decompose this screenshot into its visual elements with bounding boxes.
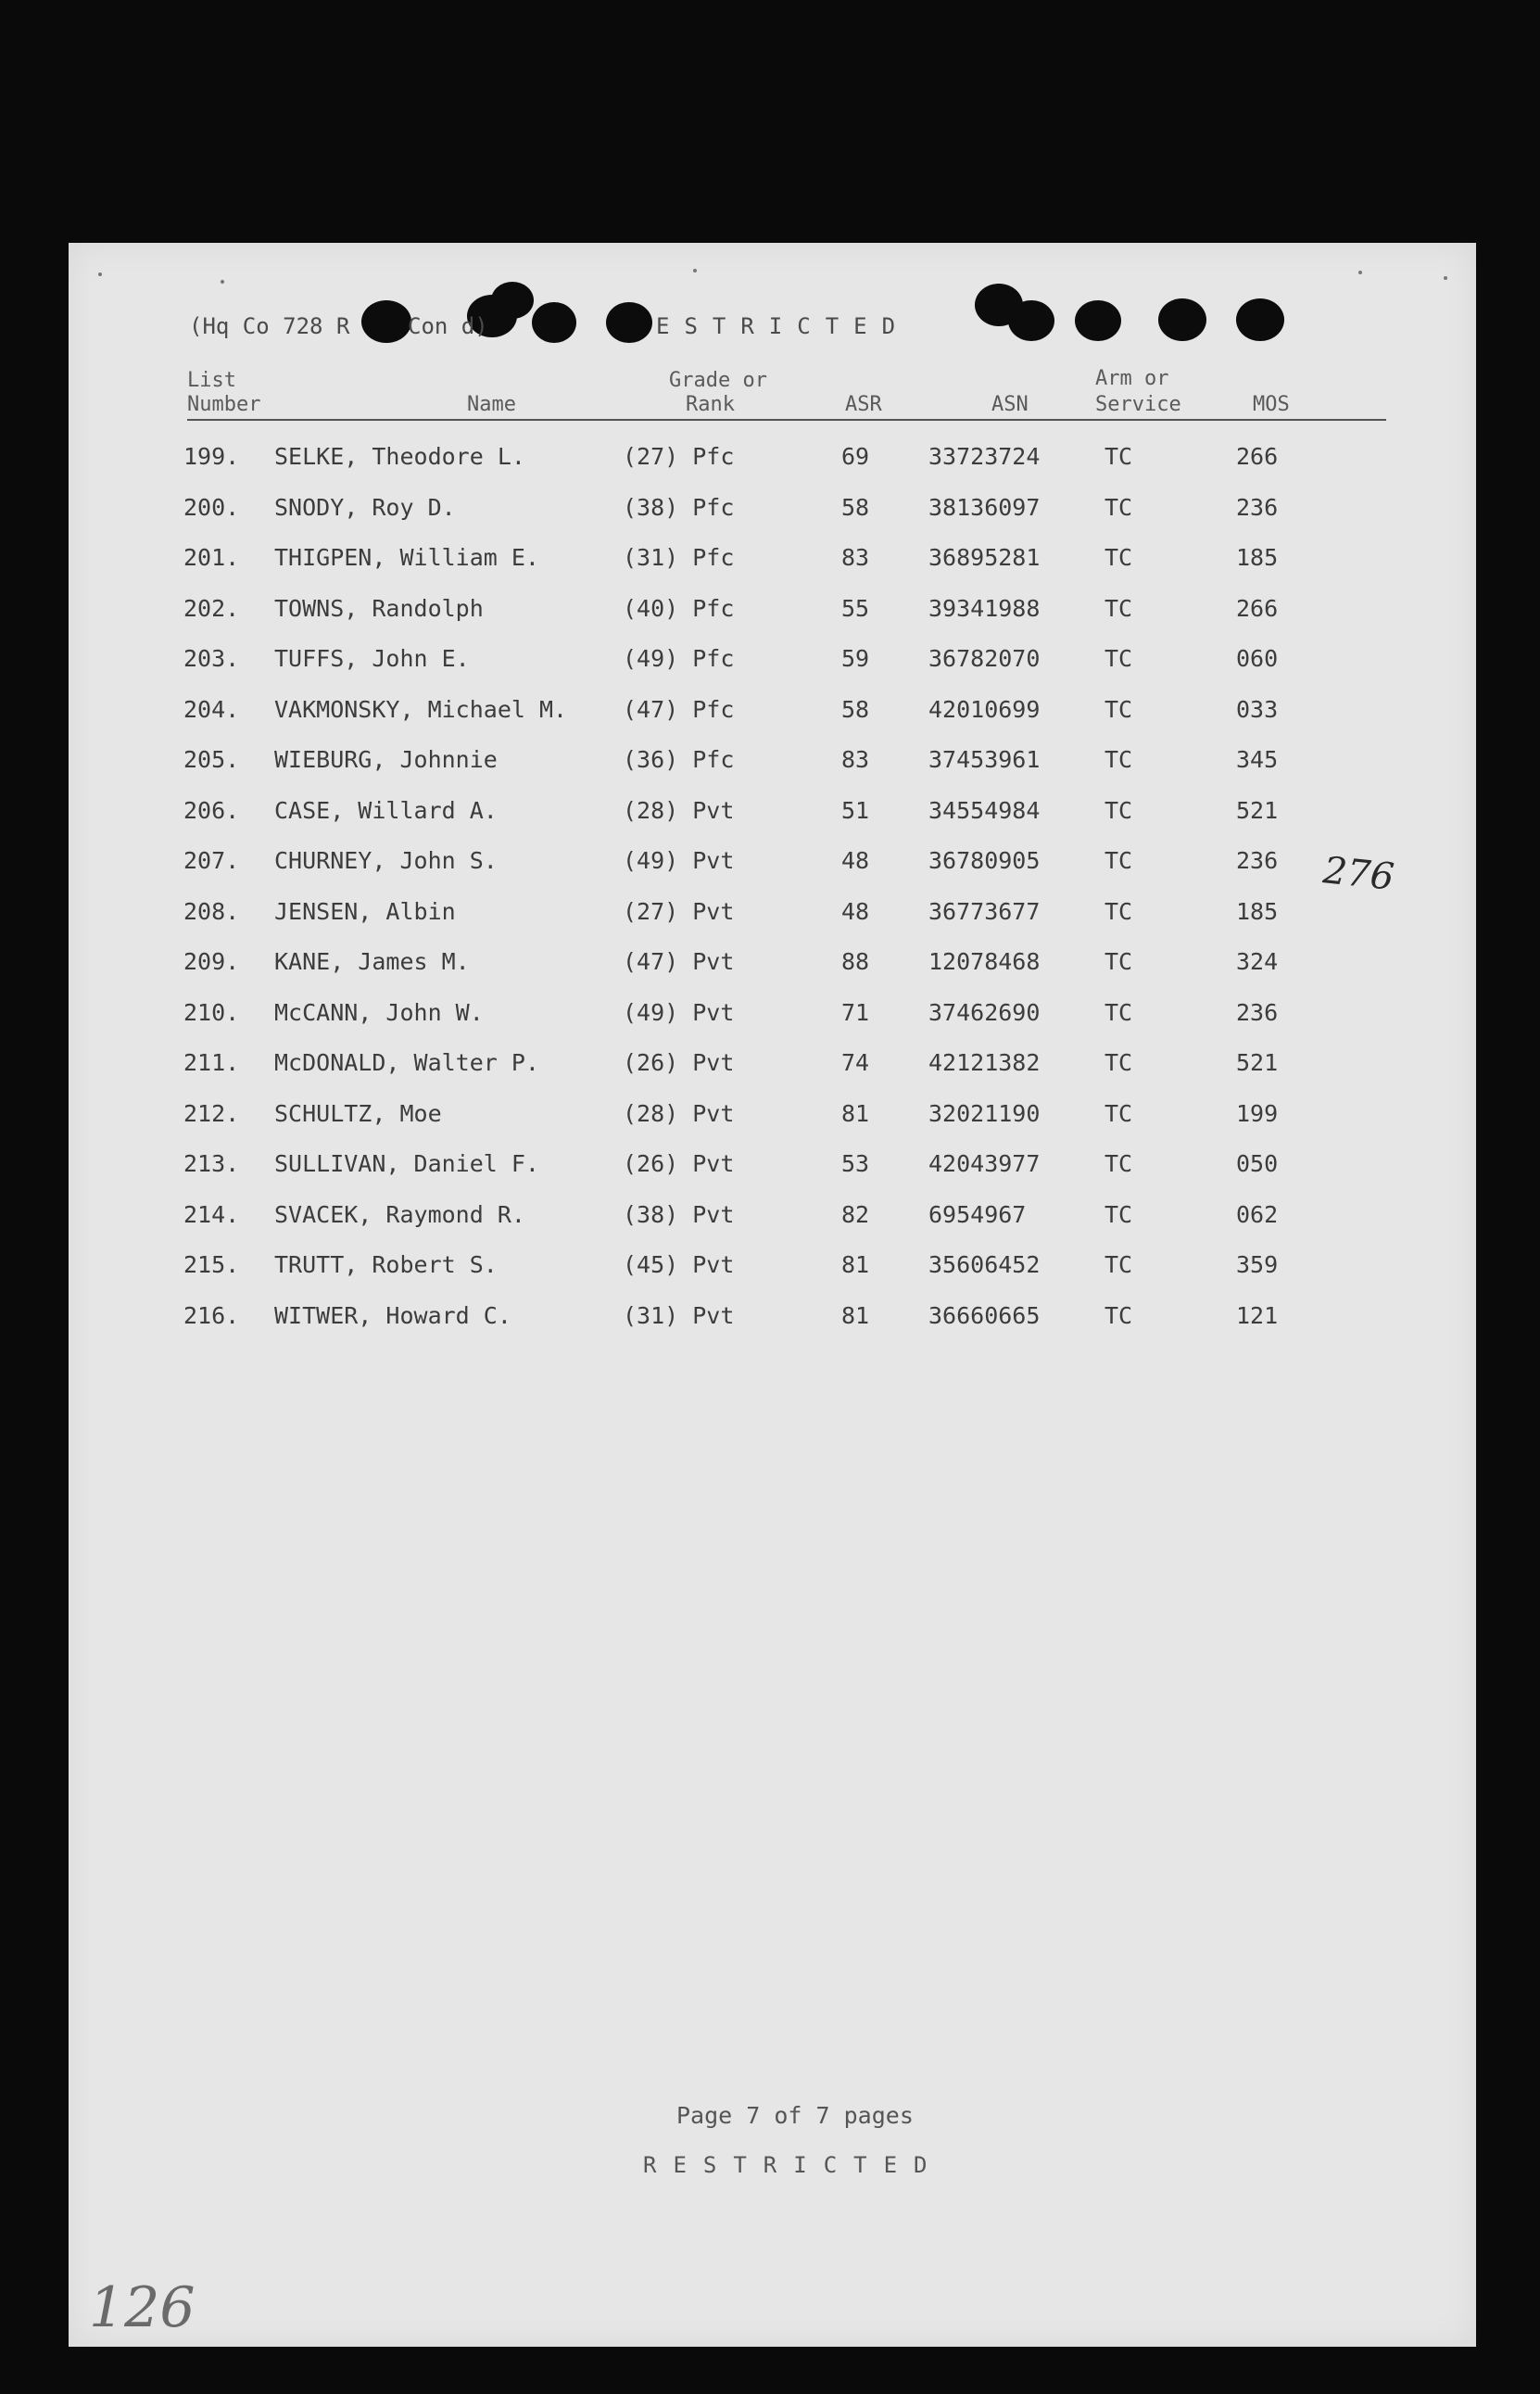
cell-name: SELKE, Theodore L. <box>274 443 525 470</box>
cell-mos: 060 <box>1236 645 1279 672</box>
cell-grade: (38) Pfc <box>623 493 735 521</box>
cell-arm-service: TC <box>1105 1049 1133 1076</box>
cell-asn: 37462690 <box>928 998 1041 1026</box>
handwritten-number: 126 <box>89 2275 196 2340</box>
cell-mos: 324 <box>1236 948 1279 975</box>
cell-grade: (36) Pfc <box>623 746 735 773</box>
cell-asn: 42010699 <box>928 695 1041 723</box>
cell-asn: 6954967 <box>928 1200 1027 1228</box>
cell-arm-service: TC <box>1105 544 1133 571</box>
table-row <box>0 494 1540 544</box>
cell-asn: 35606452 <box>928 1251 1041 1278</box>
cell-mos: 199 <box>1236 1099 1279 1127</box>
cell-arm-service: TC <box>1105 847 1133 874</box>
cell-grade: (40) Pfc <box>623 594 735 622</box>
cell-grade: (26) Pvt <box>623 1049 735 1076</box>
cell-list-number: 216. <box>183 1301 240 1329</box>
punch-hole-3 <box>491 282 534 319</box>
unit-header-tail: Con d) <box>408 313 488 339</box>
cell-asr: 48 <box>841 847 870 874</box>
cell-asr: 58 <box>841 493 870 521</box>
cell-arm-service: TC <box>1105 1150 1133 1177</box>
cell-list-number: 204. <box>183 695 240 723</box>
cell-arm-service: TC <box>1105 1301 1133 1329</box>
cell-mos: 266 <box>1236 443 1279 470</box>
cell-asn: 33723724 <box>928 443 1041 470</box>
cell-list-number: 205. <box>183 746 240 773</box>
cell-mos: 236 <box>1236 493 1279 521</box>
cell-mos: 236 <box>1236 847 1279 874</box>
cell-grade: (26) Pvt <box>623 1150 735 1177</box>
cell-arm-service: TC <box>1105 594 1133 622</box>
table-row <box>0 1201 1540 1251</box>
col-list-number-line1: List <box>187 369 236 392</box>
cell-grade: (47) Pvt <box>623 948 735 975</box>
cell-list-number: 209. <box>183 948 240 975</box>
table-row <box>0 999 1540 1049</box>
cell-mos: 236 <box>1236 998 1279 1026</box>
cell-asr: 59 <box>841 645 870 672</box>
col-mos: MOS <box>1253 393 1290 416</box>
col-asn: ASN <box>991 393 1029 416</box>
cell-asr: 48 <box>841 897 870 925</box>
cell-asn: 32021190 <box>928 1099 1041 1127</box>
cell-asn: 39341988 <box>928 594 1041 622</box>
cell-grade: (31) Pfc <box>623 544 735 571</box>
speck <box>693 269 697 272</box>
cell-arm-service: TC <box>1105 998 1133 1026</box>
cell-mos: 521 <box>1236 1049 1279 1076</box>
punch-hole-7 <box>1008 300 1054 341</box>
cell-grade: (49) Pfc <box>623 645 735 672</box>
cell-mos: 121 <box>1236 1301 1279 1329</box>
header-underline <box>187 419 1386 421</box>
cell-asr: 71 <box>841 998 870 1026</box>
cell-asn: 36780905 <box>928 847 1041 874</box>
cell-asr: 83 <box>841 544 870 571</box>
cell-grade: (27) Pfc <box>623 443 735 470</box>
classification-header: ESTRICTED <box>656 313 911 339</box>
cell-name: CASE, Willard A. <box>274 796 498 824</box>
cell-arm-service: TC <box>1105 695 1133 723</box>
cell-asr: 55 <box>841 594 870 622</box>
table-row <box>0 898 1540 948</box>
cell-list-number: 215. <box>183 1251 240 1278</box>
punch-hole-1 <box>361 300 411 343</box>
col-list-number-line2: Number <box>187 393 261 416</box>
classification-footer: RESTRICTED <box>643 2152 944 2178</box>
margin-number: 276 <box>1320 849 1396 899</box>
cell-grade: (47) Pfc <box>623 695 735 723</box>
cell-asn: 42121382 <box>928 1049 1041 1076</box>
cell-asr: 82 <box>841 1200 870 1228</box>
cell-arm-service: TC <box>1105 1099 1133 1127</box>
cell-name: SNODY, Roy D. <box>274 493 456 521</box>
cell-asn: 12078468 <box>928 948 1041 975</box>
cell-name: SVACEK, Raymond R. <box>274 1200 525 1228</box>
table-row <box>0 645 1540 695</box>
punch-hole-5 <box>606 302 652 343</box>
cell-grade: (49) Pvt <box>623 847 735 874</box>
cell-mos: 185 <box>1236 897 1279 925</box>
cell-name: McDONALD, Walter P. <box>274 1049 539 1076</box>
cell-list-number: 211. <box>183 1049 240 1076</box>
cell-arm-service: TC <box>1105 1251 1133 1278</box>
cell-list-number: 208. <box>183 897 240 925</box>
col-asr: ASR <box>845 393 882 416</box>
cell-asn: 36660665 <box>928 1301 1041 1329</box>
cell-mos: 185 <box>1236 544 1279 571</box>
table-row <box>0 1150 1540 1200</box>
cell-name: JENSEN, Albin <box>274 897 456 925</box>
cell-asr: 53 <box>841 1150 870 1177</box>
speck <box>221 280 224 284</box>
cell-list-number: 210. <box>183 998 240 1026</box>
cell-arm-service: TC <box>1105 796 1133 824</box>
cell-name: TUFFS, John E. <box>274 645 470 672</box>
cell-name: WITWER, Howard C. <box>274 1301 511 1329</box>
cell-grade: (38) Pvt <box>623 1200 735 1228</box>
cell-mos: 521 <box>1236 796 1279 824</box>
cell-grade: (28) Pvt <box>623 1099 735 1127</box>
cell-name: SCHULTZ, Moe <box>274 1099 442 1127</box>
punch-hole-10 <box>1236 298 1284 341</box>
cell-asn: 36773677 <box>928 897 1041 925</box>
cell-arm-service: TC <box>1105 948 1133 975</box>
table-row <box>0 948 1540 998</box>
cell-asn: 36895281 <box>928 544 1041 571</box>
table-row <box>0 847 1540 897</box>
cell-arm-service: TC <box>1105 493 1133 521</box>
cell-asr: 81 <box>841 1301 870 1329</box>
cell-list-number: 203. <box>183 645 240 672</box>
cell-list-number: 202. <box>183 594 240 622</box>
cell-arm-service: TC <box>1105 1200 1133 1228</box>
table-row <box>0 797 1540 847</box>
cell-mos: 033 <box>1236 695 1279 723</box>
col-grade-line1: Grade or <box>669 369 767 392</box>
cell-asr: 58 <box>841 695 870 723</box>
table-row <box>0 1100 1540 1150</box>
cell-mos: 359 <box>1236 1251 1279 1278</box>
cell-arm-service: TC <box>1105 897 1133 925</box>
cell-name: CHURNEY, John S. <box>274 847 498 874</box>
cell-arm-service: TC <box>1105 443 1133 470</box>
cell-list-number: 213. <box>183 1150 240 1177</box>
table-row <box>0 696 1540 746</box>
col-grade-line2: Rank <box>686 393 735 416</box>
cell-mos: 266 <box>1236 594 1279 622</box>
table-row <box>0 1302 1540 1352</box>
cell-mos: 345 <box>1236 746 1279 773</box>
cell-list-number: 200. <box>183 493 240 521</box>
cell-asr: 81 <box>841 1251 870 1278</box>
col-name: Name <box>467 393 516 416</box>
cell-asr: 83 <box>841 746 870 773</box>
cell-grade: (28) Pvt <box>623 796 735 824</box>
cell-list-number: 212. <box>183 1099 240 1127</box>
page-note: Page 7 of 7 pages <box>676 2102 914 2129</box>
cell-grade: (31) Pvt <box>623 1301 735 1329</box>
cell-name: VAKMONSKY, Michael M. <box>274 695 568 723</box>
cell-name: KANE, James M. <box>274 948 470 975</box>
cell-list-number: 206. <box>183 796 240 824</box>
table-row <box>0 1251 1540 1301</box>
cell-mos: 050 <box>1236 1150 1279 1177</box>
table-row <box>0 1049 1540 1099</box>
cell-arm-service: TC <box>1105 645 1133 672</box>
punch-hole-9 <box>1158 298 1206 341</box>
cell-list-number: 207. <box>183 847 240 874</box>
cell-list-number: 199. <box>183 443 240 470</box>
table-row <box>0 443 1540 493</box>
cell-name: THIGPEN, William E. <box>274 544 539 571</box>
cell-asr: 51 <box>841 796 870 824</box>
cell-asr: 74 <box>841 1049 870 1076</box>
cell-asn: 36782070 <box>928 645 1041 672</box>
cell-mos: 062 <box>1236 1200 1279 1228</box>
cell-name: McCANN, John W. <box>274 998 484 1026</box>
cell-asn: 34554984 <box>928 796 1041 824</box>
cell-grade: (45) Pvt <box>623 1251 735 1278</box>
cell-asn: 38136097 <box>928 493 1041 521</box>
speck <box>98 272 102 276</box>
cell-asn: 37453961 <box>928 746 1041 773</box>
cell-name: TRUTT, Robert S. <box>274 1251 498 1278</box>
cell-list-number: 214. <box>183 1200 240 1228</box>
col-arm-line2: Service <box>1095 393 1181 416</box>
table-row <box>0 544 1540 594</box>
cell-grade: (49) Pvt <box>623 998 735 1026</box>
cell-asr: 69 <box>841 443 870 470</box>
table-row <box>0 595 1540 645</box>
col-arm-line1: Arm or <box>1095 367 1169 390</box>
cell-grade: (27) Pvt <box>623 897 735 925</box>
cell-name: WIEBURG, Johnnie <box>274 746 498 773</box>
speck <box>1444 276 1447 280</box>
cell-arm-service: TC <box>1105 746 1133 773</box>
cell-name: TOWNS, Randolph <box>274 594 484 622</box>
cell-asn: 42043977 <box>928 1150 1041 1177</box>
cell-asr: 81 <box>841 1099 870 1127</box>
unit-header: (Hq Co 728 R <box>189 313 350 339</box>
cell-list-number: 201. <box>183 544 240 571</box>
punch-hole-4 <box>532 302 576 343</box>
table-row <box>0 746 1540 796</box>
cell-name: SULLIVAN, Daniel F. <box>274 1150 539 1177</box>
cell-asr: 88 <box>841 948 870 975</box>
speck <box>1358 271 1362 274</box>
punch-hole-8 <box>1075 300 1121 341</box>
